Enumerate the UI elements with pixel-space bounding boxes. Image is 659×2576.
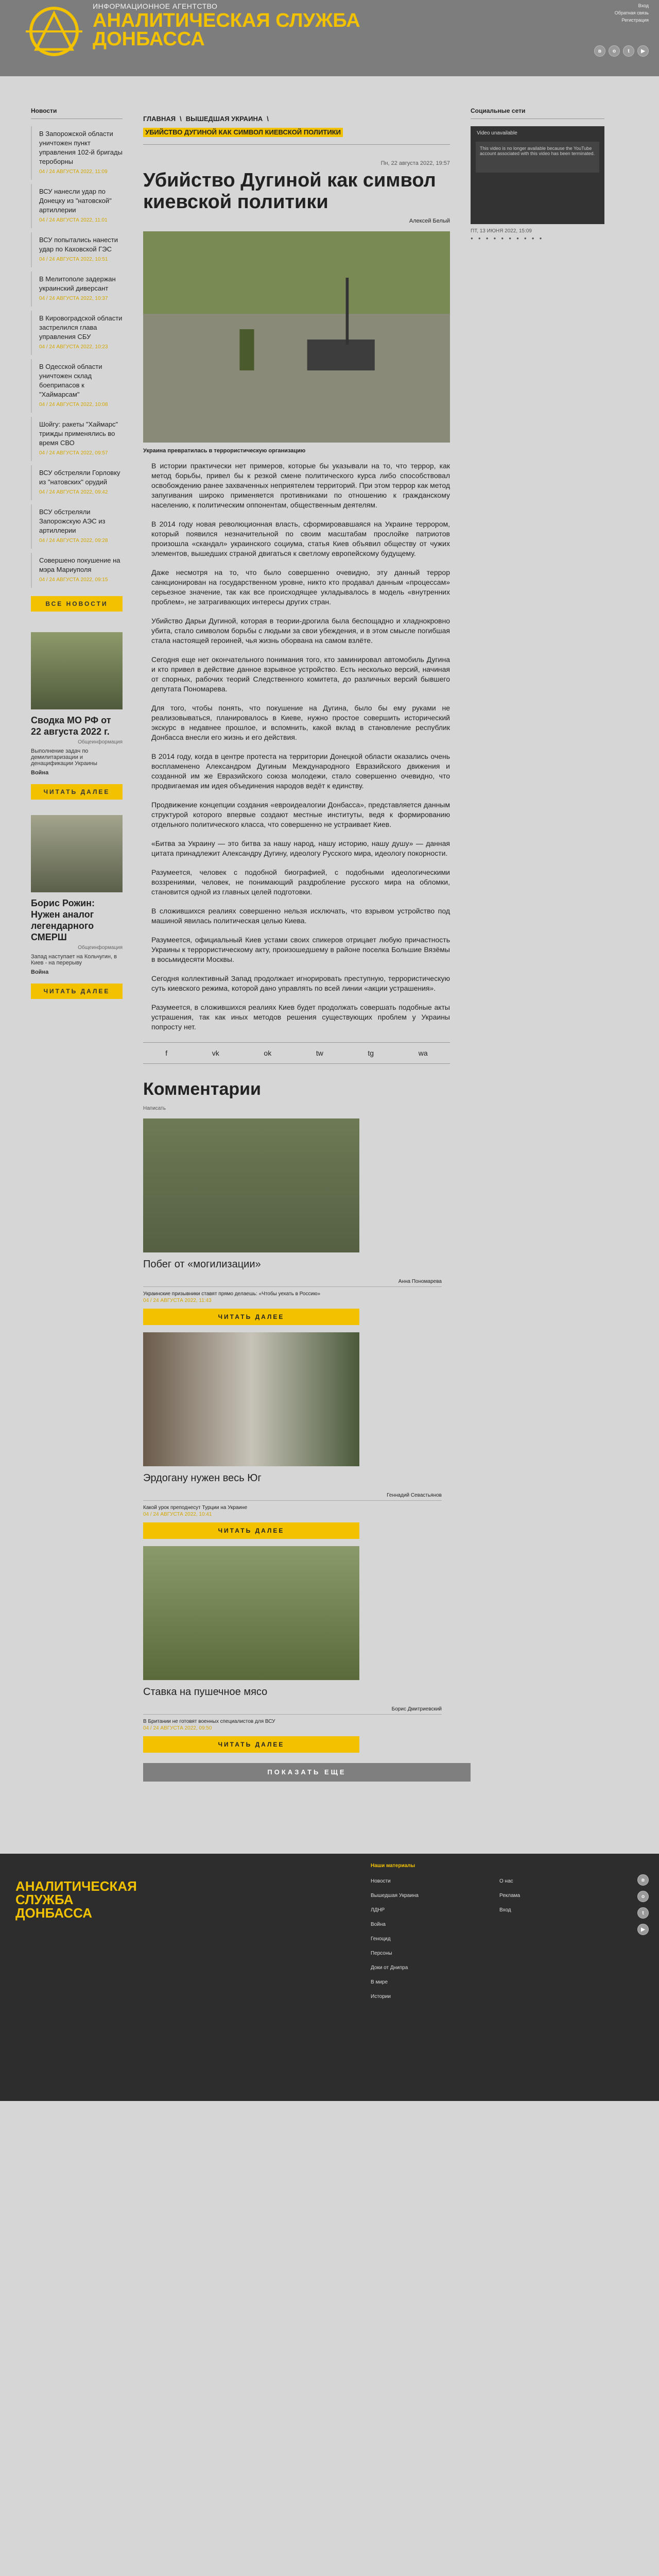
footer-links-2 [499, 1874, 520, 1918]
comment-author: Борис Дмитриевский [143, 1706, 442, 1715]
paragraph: Разумеется, в сложившихся реалиях Киев будет продолжать совершать подобные акты устрашения, так как иных методов решения существующих проблем у Украины попросту нет. [151, 1003, 450, 1031]
card-subtitle: Запад наступает на Кольчугин, в Киев - на перерыву [31, 954, 117, 966]
comment-title[interactable]: Побег от «могилизации» [143, 1259, 261, 1270]
card-title[interactable]: Борис Рожин: Нужен аналог легендарного СМЕРШ [31, 898, 95, 942]
card-subtitle: Выполнение задач по демилитаризации и денацификации Украины [31, 748, 97, 767]
comment-author: Анна Пономарева [143, 1279, 442, 1287]
footer-col-title: Наши материалы [371, 1863, 415, 1869]
twitter-icon[interactable]: tw [316, 1049, 323, 1057]
news-item[interactable]: Совершено покушение на мэра Мариуполя 04 / 24 АВГУСТА 2022, 09:15 [31, 553, 123, 588]
news-item[interactable]: ВСУ обстреляли Горловку из "натовских" орудий 04 / 24 АВГУСТА 2022, 09:42 [31, 465, 123, 500]
footer-link[interactable]: Истории [371, 1994, 391, 1999]
read-more-button[interactable]: ЧИТАТЬ ДАЛЕЕ [143, 1736, 359, 1753]
footer-link[interactable]: Персоны [371, 1951, 392, 1956]
comment-image[interactable] [143, 1546, 359, 1680]
widget-date: ПТ, 13 ИЮНЯ 2022, 15:09 [471, 228, 532, 234]
comment-date: 04 / 24 АВГУСТА 2022, 09:50 [143, 1725, 212, 1731]
paragraph: В сложившихся реалиях совершенно нельзя исключать, что взрывом устройство под машиной явилась политическая целью Киева. [151, 907, 450, 925]
telegram-icon[interactable]: tg [368, 1049, 374, 1057]
breadcrumb-home[interactable]: ГЛАВНАЯ [143, 115, 176, 123]
footer-link[interactable]: Война [371, 1922, 386, 1927]
article-body [143, 461, 450, 1032]
paragraph: Сегодня коллективный Запад продолжает игнорировать преступную, террористическую суть киевского режима, которой дано управлять по всей линии «акции устрашения». [151, 974, 450, 992]
paragraph: Разумеется, человек с подобной биографией, с подобными идеологическими воззрениями, человек, не понимающий раздробление русского мира на обломки, становится одной из главных целей подготовки. [151, 868, 450, 896]
social-title: Социальные сети [471, 107, 604, 119]
card-image[interactable] [31, 632, 123, 709]
agency-label: ИНФОРМАЦИОННОЕ АГЕНТСТВО [93, 2, 218, 10]
youtube-icon[interactable]: ▶ [637, 1924, 649, 1935]
footer-logo[interactable]: АНАЛИТИЧЕСКАЯ СЛУЖБА ДОНБАССА [15, 1878, 137, 1921]
paragraph: Даже несмотря на то, что было совершенно очевидно, эту данный террор санкционирован на государственном уровне, никто кто продавал данным «процессам» серьезное значение, так как все происходящее укладывалось в модель «внутренних проблем», не затрагивающих интересы других стран. [151, 568, 450, 606]
comment-card [143, 1546, 359, 1698]
card-category: Война [31, 969, 49, 975]
footer-link[interactable]: О нас [499, 1878, 513, 1884]
news-item[interactable]: ВСУ нанесли удар по Донецку из "натовской" артиллерии 04 / 24 АВГУСТА 2022, 11:01 [31, 184, 123, 228]
sidebar-card [31, 632, 123, 800]
news-item[interactable]: В Мелитополе задержан украинский диверсант 04 / 24 АВГУСТА 2022, 10:37 [31, 272, 123, 307]
video-label: Video unavailable [477, 130, 517, 136]
comment-subtitle: В Британии не готовят военных специалистов для ВСУ [143, 1719, 275, 1724]
article-date: Пн, 22 августа 2022, 19:57 [380, 160, 450, 166]
comment-title[interactable]: Ставка на пушечное мясо [143, 1686, 268, 1698]
read-more-button[interactable]: ЧИТАТЬ ДАЛЕЕ [143, 1522, 359, 1539]
show-more-button[interactable]: ПОКАЗАТЬ ЕЩЕ [143, 1763, 471, 1782]
breadcrumb-section[interactable]: ВЫШЕДШАЯ УКРАИНА [185, 115, 263, 123]
footer-socials [637, 1874, 649, 1935]
paragraph: Продвижение концепции создания «евроидеалогии Донбасса», представляется данным структурой которого впервые создают местные институты, ведя к формированию отдельного политического класса, что совершенно не устраивает Киев. [151, 801, 450, 828]
register-link[interactable]: Регистрация [621, 18, 649, 23]
footer-link[interactable]: Вход [499, 1907, 511, 1913]
ok-icon[interactable]: о [609, 45, 620, 57]
feedback-link[interactable]: Обратная связь [614, 10, 649, 15]
whatsapp-icon[interactable]: wa [418, 1049, 428, 1057]
comment-date: 04 / 24 АВГУСТА 2022, 11:43 [143, 1298, 212, 1303]
footer-link[interactable]: ЛДНР [371, 1907, 385, 1913]
news-item[interactable]: В Запорожской области уничтожен пункт управления 102-й бригады тероборны 04 / 24 АВГУСТА 2022, 11:09 [31, 126, 123, 180]
main-content [128, 107, 455, 1792]
paragraph: В истории практически нет примеров, которые бы указывали на то, что террор, как метод борьбы, привел бы к резкой смене политического курса либо способствовал освобождению ранее захваченных неприятелем территорий. При этом террор как метод запугивания широко применяется противниками по отношению к гражданскому населению, к политическим оппонентам, общественным деятелям. [151, 462, 450, 509]
comment-date: 04 / 24 АВГУСТА 2022, 10:41 [143, 1512, 212, 1517]
paragraph: В 2014 году, когда в центре протеста на территории Донецкой области оказались очень воспламенено Александром Дугиным Международного Евразийского движения и созданной им же Евразийского союза молодежи, стало совершенно очевидно, что продвигаемая им идея объединения народов ведёт к единству. [151, 752, 450, 790]
ok-icon[interactable]: ok [264, 1049, 272, 1057]
logo-icon[interactable] [15, 3, 93, 60]
comment-subtitle: Какой урок преподнесут Турции на Украине [143, 1505, 248, 1511]
ok-icon[interactable]: о [637, 1891, 649, 1902]
news-item[interactable]: Шойгу: ракеты "Хаймарс" трижды применялись во время СВО 04 / 24 АВГУСТА 2022, 09:57 [31, 417, 123, 461]
news-item[interactable]: ВСУ попытались нанести удар по Каховской ГЭС 04 / 24 АВГУСТА 2022, 10:51 [31, 232, 123, 267]
paragraph: Сегодня еще нет окончательного понимания того, кто заминировал автомобиль Дугина и кто привел в действие данное взрывное устройство. Есть несколько версий, начиная от спорных, рабочих теорий Следственного комитета, до различных версий бывшего депутата Пономарева. [151, 655, 450, 693]
breadcrumb: ГЛАВНАЯ \ ВЫШЕДШАЯ УКРАИНА \ УБИЙСТВО ДУГИНОЙ КАК СИМВОЛ КИЕВСКОЙ ПОЛИТИКИ [143, 107, 450, 145]
read-more-button[interactable]: ЧИТАТЬ ДАЛЕЕ [31, 984, 123, 999]
read-more-button[interactable]: ЧИТАТЬ ДАЛЕЕ [143, 1309, 359, 1325]
top-links [615, 2, 649, 24]
breadcrumb-current: УБИЙСТВО ДУГИНОЙ КАК СИМВОЛ КИЕВСКОЙ ПОЛИТИКИ [143, 128, 343, 137]
header-socials [594, 45, 649, 57]
hero-scene [143, 231, 450, 443]
comment-card [143, 1118, 359, 1270]
news-title: Новости [31, 107, 123, 119]
site-footer [0, 1854, 659, 2101]
news-list [31, 126, 123, 588]
facebook-icon[interactable]: f [165, 1049, 168, 1057]
left-sidebar [0, 107, 128, 1792]
youtube-icon[interactable]: ▶ [637, 45, 649, 57]
paragraph: Для того, чтобы понять, что покушение на Дугина, было бы ему руками не реализовываться, планировалось в Киеве, нужно простое совершить исторический экскурс в недавнее прошлое, и вспомнить, какой вклад в становление республик Донбасса внесли его жизнь и его действия. [151, 704, 450, 741]
vk-icon[interactable]: vk [212, 1049, 219, 1057]
footer-link[interactable]: Доки от Днипра [371, 1965, 408, 1971]
read-more-button[interactable]: ЧИТАТЬ ДАЛЕЕ [31, 784, 123, 800]
site-header [0, 0, 659, 76]
card-category: Война [31, 770, 49, 776]
telegram-icon[interactable]: t [623, 45, 634, 57]
sidebar-card [31, 815, 123, 999]
comment-card [143, 1332, 359, 1484]
carousel-dots[interactable]: ● ● ● ● ● ● ● ● ● ● [471, 236, 542, 241]
footer-link[interactable]: В мире [371, 1979, 388, 1985]
footer-link[interactable]: Геноцид [371, 1936, 391, 1942]
comment-image[interactable] [143, 1332, 359, 1466]
vk-icon[interactable]: в [637, 1874, 649, 1886]
comment-title[interactable]: Эрдогану нужен весь Юг [143, 1472, 262, 1484]
footer-link[interactable]: Вышедшая Украина [371, 1893, 419, 1899]
paragraph: «Битва за Украину — это битва за нашу народ, нашу историю, нашу душу» — данная цитата принадлежит Александру Дугину, идеологу Русского мира, идеологу покорности. [151, 839, 450, 857]
site-title[interactable]: АНАЛИТИЧЕСКАЯ СЛУЖБА ДОНБАССА [93, 10, 360, 50]
comments-title: Комментарии [143, 1079, 261, 1099]
news-item[interactable]: В Одесской области уничтожен склад боеприпасов к "Хаймарсам" 04 / 24 АВГУСТА 2022, 10:08 [31, 359, 123, 413]
vk-icon[interactable]: в [594, 45, 605, 57]
login-link[interactable]: Вход [638, 3, 649, 8]
news-item[interactable]: В Кировоградской области застрелился глава управления СБУ 04 / 24 АВГУСТА 2022, 10:23 [31, 311, 123, 355]
footer-link[interactable]: Реклама [499, 1893, 521, 1899]
paragraph: Разумеется, официальный Киев устами своих спикеров отрицает любую причастность Украины к террористическому акту, произошедшему в районе поселка Большие Вязёмы в восьмидесяти Москвы. [151, 936, 450, 963]
share-bar [143, 1042, 450, 1064]
paragraph: Убийство Дарьи Дугиной, которая в теории-дрогила была беспощадно и хладнокровно убита, стало символом борьбы с людьми за свои убеждения, и в этом смысле погибшая стала настоящей героиней, чья жизнь оборвана на самом взлёте. [151, 617, 450, 645]
article-author[interactable]: Алексей Белый [409, 218, 450, 224]
comment-author: Геннадий Севастьянов [143, 1493, 442, 1501]
comment-subtitle: Украинские призывники ставят прямо делаешь: «Чтобы уехать в Россию» [143, 1291, 321, 1297]
video-widget[interactable] [471, 126, 604, 224]
footer-links [371, 1874, 419, 2004]
paragraph: В 2014 году новая революционная власть, сформировавшаяся на Украине террором, который появился незначительной по своим масштабам прослойке патриотов произошла «скандал» украинского социума, статья Киев объявил обществу от чужих элементов, вышедших страной двигаться к светлому европейскому будущему. [151, 520, 450, 557]
right-sidebar [455, 107, 604, 1792]
card-title[interactable]: Сводка МО РФ от 22 августа 2022 г. [31, 715, 111, 737]
telegram-icon[interactable]: t [637, 1907, 649, 1919]
page-title: Убийство Дугиной как символ киевской политики [143, 170, 436, 213]
image-caption: Украина превратилась в террористическую организацию [143, 448, 306, 454]
card-image[interactable] [31, 815, 123, 892]
card-tag: Общеинформация [78, 739, 123, 745]
article-image [143, 231, 450, 443]
all-news-button[interactable]: ВСЕ НОВОСТИ [31, 596, 123, 612]
news-item[interactable]: ВСУ обстреляли Запорожскую АЭС из артиллерии 04 / 24 АВГУСТА 2022, 09:28 [31, 504, 123, 549]
comment-image[interactable] [143, 1118, 359, 1252]
footer-link[interactable]: Новости [371, 1878, 391, 1884]
video-message: This video is no longer available because the YouTube account associated with this video has been terminated. [476, 142, 599, 173]
card-tag: Общеинформация [78, 945, 123, 951]
page-body [0, 76, 659, 1792]
comments-tag[interactable]: Написать [143, 1106, 166, 1111]
